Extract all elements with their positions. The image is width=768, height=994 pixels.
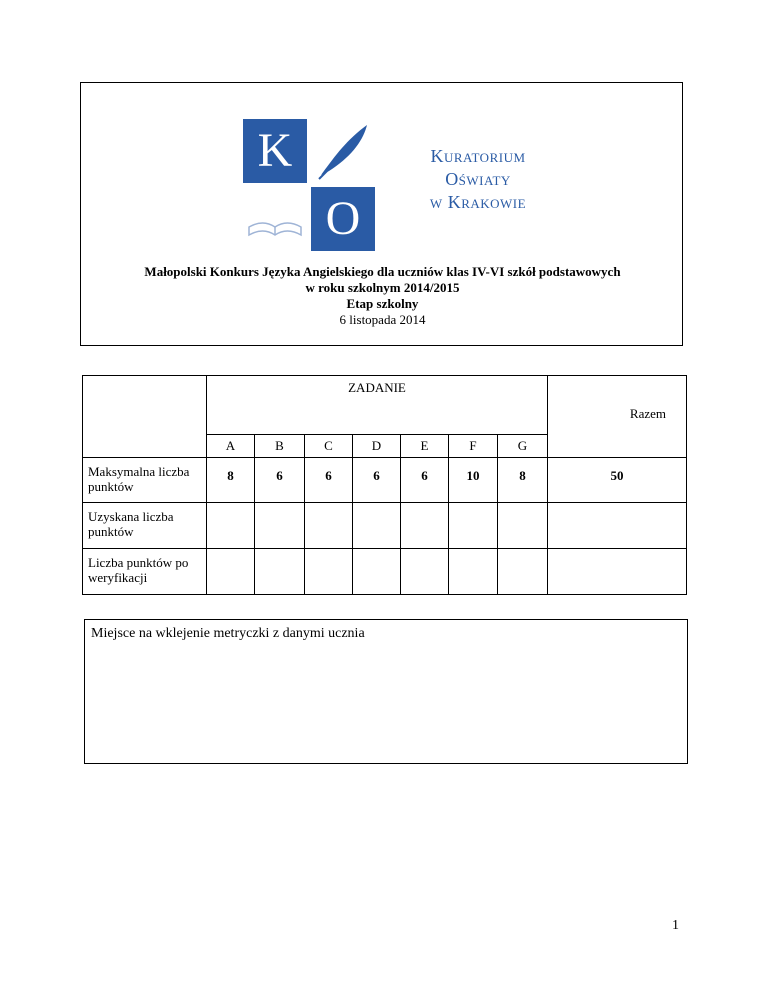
- logo-o-square: [311, 187, 375, 251]
- obtained-points-c[interactable]: [305, 503, 353, 549]
- razem-header: Razem: [548, 376, 687, 458]
- obtained-points-a[interactable]: [207, 503, 255, 549]
- book-icon: [243, 187, 307, 251]
- obtained-points-e[interactable]: [401, 503, 449, 549]
- task-letter-c: C: [305, 435, 353, 458]
- logo-letter-o: O: [325, 192, 361, 245]
- sticker-label: Miejsce na wklejenie metryczki z danymi ucznia: [91, 626, 365, 641]
- obtained-points-total[interactable]: [548, 503, 687, 549]
- verified-points-d[interactable]: [353, 549, 401, 595]
- row-label-obtained: Uzyskana liczba punktów: [83, 503, 207, 549]
- task-letter-b: B: [255, 435, 305, 458]
- verified-points-g[interactable]: [498, 549, 548, 595]
- obtained-points-g[interactable]: [498, 503, 548, 549]
- table-corner-cell: [83, 376, 207, 458]
- obtained-points-d[interactable]: [353, 503, 401, 549]
- max-points-g: 8: [498, 458, 548, 503]
- row-label-verified: Liczba punktów po weryfikacji: [83, 549, 207, 595]
- zadanie-header: ZADANIE: [207, 376, 548, 435]
- logo-text: [393, 145, 563, 214]
- kuratorium-logo: [243, 119, 543, 251]
- page-number: 1: [672, 918, 679, 933]
- max-points-total: 50: [548, 458, 687, 503]
- verified-points-total[interactable]: [548, 549, 687, 595]
- max-points-a: 8: [207, 458, 255, 503]
- task-letter-a: A: [207, 435, 255, 458]
- contest-title-line-2: w roku szkolnym 2014/2015: [305, 280, 460, 295]
- verified-points-b[interactable]: [255, 549, 305, 595]
- logo-letter-k: K: [257, 124, 293, 177]
- task-letter-f: F: [449, 435, 498, 458]
- contest-title-line-1: Małopolski Konkurs Języka Angielskiego dla uczniów klas IV-VI szkół podstawowych: [144, 264, 621, 279]
- verified-points-c[interactable]: [305, 549, 353, 595]
- task-letter-g: G: [498, 435, 548, 458]
- contest-stage: Etap szkolny: [346, 296, 419, 311]
- logo-line-3: w Krakowie: [429, 192, 527, 212]
- max-points-b: 6: [255, 458, 305, 503]
- logo-line-2: Oświaty: [445, 169, 511, 189]
- max-points-d: 6: [353, 458, 401, 503]
- task-letter-d: D: [353, 435, 401, 458]
- contest-title: [81, 264, 684, 328]
- score-table: [82, 375, 687, 595]
- max-points-e: 6: [401, 458, 449, 503]
- max-points-c: 6: [305, 458, 353, 503]
- obtained-points-b[interactable]: [255, 503, 305, 549]
- verified-points-a[interactable]: [207, 549, 255, 595]
- row-label-max: Maksymalna liczba punktów: [83, 458, 207, 503]
- contest-date: 6 listopada 2014: [339, 312, 426, 327]
- task-letter-e: E: [401, 435, 449, 458]
- feather-icon: [311, 119, 375, 183]
- header-box: [80, 82, 683, 346]
- logo-k-square: [243, 119, 307, 183]
- verified-points-e[interactable]: [401, 549, 449, 595]
- verified-points-f[interactable]: [449, 549, 498, 595]
- student-sticker-area: [84, 619, 688, 764]
- obtained-points-f[interactable]: [449, 503, 498, 549]
- logo-line-1: Kuratorium: [430, 146, 526, 166]
- max-points-f: 10: [449, 458, 498, 503]
